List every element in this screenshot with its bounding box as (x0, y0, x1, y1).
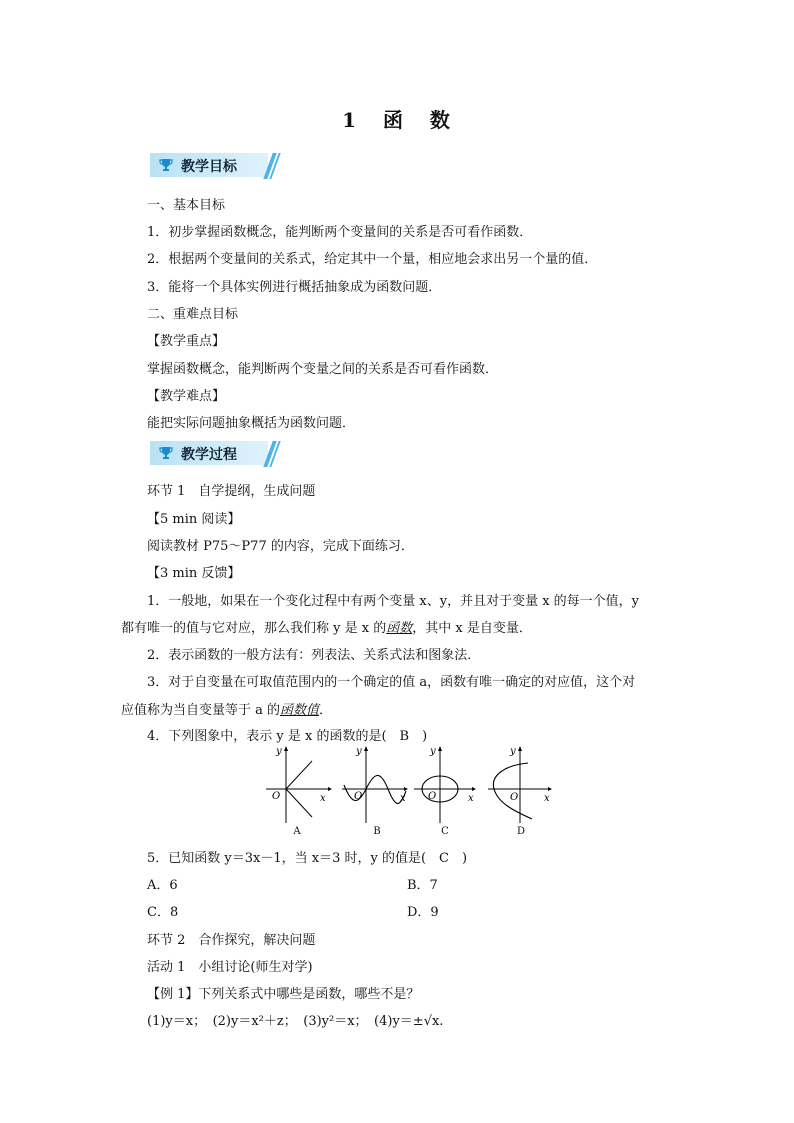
example-1-prompt: 【例 1】下列关系式中哪些是函数，哪些不是？ (147, 987, 420, 1002)
graph-a (262, 745, 332, 837)
question-1-text-b: ，其中 x 是自变量． (412, 621, 532, 636)
step-1-heading: 环节 1 自学提纲，生成问题 (147, 484, 316, 499)
section-banner-goals (150, 153, 275, 179)
question-1-text-a: 都有唯一的值与它对应，那么我们称 y 是 x 的 (121, 621, 387, 636)
question-5-option-a: A．6 (147, 878, 178, 893)
origin-label: O (510, 792, 519, 803)
title-number: 1 (342, 108, 358, 132)
goal-item-1: 1．初步掌握函数概念，能判断两个变量间的关系是否可看作函数． (147, 225, 533, 240)
graph-c-label: C (441, 826, 449, 837)
basic-goal-heading: 一、基本目标 (147, 198, 226, 213)
graph-a-label: A (293, 826, 301, 837)
question-1-line-2 (121, 617, 532, 636)
activity-heading: 活动 1 小组讨论(师生对学) (147, 960, 313, 975)
reading-text: 阅读教材 P75～P77 的内容，完成下面练习． (147, 539, 414, 554)
function-graphs-figure (262, 745, 552, 837)
graph-c (410, 745, 480, 837)
difficulty-label: 【教学难点】 (147, 389, 226, 404)
graph-c-plot (410, 745, 480, 825)
goal-item-2: 2．根据两个变量间的关系式，给定其中一个量，相应地会求出另一个量的值． (147, 252, 598, 267)
question-3-text-a: 应值称为当自变量等于 a 的 (121, 703, 281, 718)
question-3-answer: 函数值 (280, 703, 320, 718)
page-title (0, 104, 794, 133)
title-word-2: 数 (429, 108, 452, 132)
graph-d-plot (486, 745, 556, 825)
section-title-goals: 教学目标 (181, 159, 237, 175)
origin-label: O (428, 791, 437, 802)
example-1-items: (1)y＝x； (2)y＝x²＋z； (3)y²＝x； (4)y＝±√x. (147, 1014, 444, 1029)
question-5-option-c: C．8 (147, 905, 179, 920)
question-3-line-1: 3．对于自变量在可取值范围内的一个确定的值 a，函数有唯一确定的对应值，这个对 (147, 675, 636, 690)
y-axis-label: y (510, 746, 516, 757)
section-title-process: 教学过程 (181, 447, 237, 463)
graph-d (486, 745, 556, 837)
step-2-heading: 环节 2 合作探究，解决问题 (147, 933, 316, 948)
question-5-option-d: D．9 (407, 905, 439, 920)
focus-text: 掌握函数概念，能判断两个变量之间的关系是否可看作函数． (147, 362, 499, 377)
graph-b-plot (342, 745, 412, 825)
y-axis-label: y (276, 746, 282, 757)
graph-b-label: B (373, 826, 381, 837)
feedback-label: 【3 min 反馈】 (147, 566, 241, 581)
section-banner-process (150, 441, 275, 467)
question-5: 5．已知函数 y＝3x－1，当 x＝3 时，y 的值是( C ) (147, 851, 468, 866)
question-3-text-b: ． (319, 703, 333, 718)
graph-d-label: D (516, 826, 526, 837)
question-1-answer: 函数 (386, 621, 413, 636)
question-3-line-2 (121, 699, 332, 718)
origin-label: O (272, 791, 281, 802)
graph-a-plot (262, 745, 332, 825)
title-word-1: 函 (382, 108, 405, 132)
y-axis-label: y (356, 746, 362, 757)
x-axis-label: x (544, 793, 550, 804)
x-axis-label: x (468, 793, 474, 804)
trophy-icon (159, 158, 173, 172)
question-4: 4．下列图象中，表示 y 是 x 的函数的是( B ) (147, 729, 428, 744)
reading-label: 【5 min 阅读】 (147, 512, 241, 527)
question-2: 2．表示函数的一般方法有：列表法、关系式法和图象法． (147, 648, 481, 663)
origin-label: O (354, 791, 363, 802)
x-axis-label: x (400, 793, 406, 804)
y-axis-label: y (430, 746, 436, 757)
trophy-icon (159, 446, 173, 460)
question-5-option-b: B．7 (407, 878, 438, 893)
difficulty-text: 能把实际问题抽象概括为函数问题． (147, 416, 356, 431)
graph-b (342, 745, 412, 837)
question-1-line-1: 1．一般地，如果在一个变化过程中有两个变量 x、y，并且对于变量 x 的每一个值，y (147, 594, 640, 609)
goal-item-3: 3．能将一个具体实例进行概括抽象成为函数问题． (147, 280, 442, 295)
x-axis-label: x (320, 793, 326, 804)
key-goal-heading: 二、重难点目标 (147, 307, 239, 322)
focus-label: 【教学重点】 (147, 334, 226, 349)
